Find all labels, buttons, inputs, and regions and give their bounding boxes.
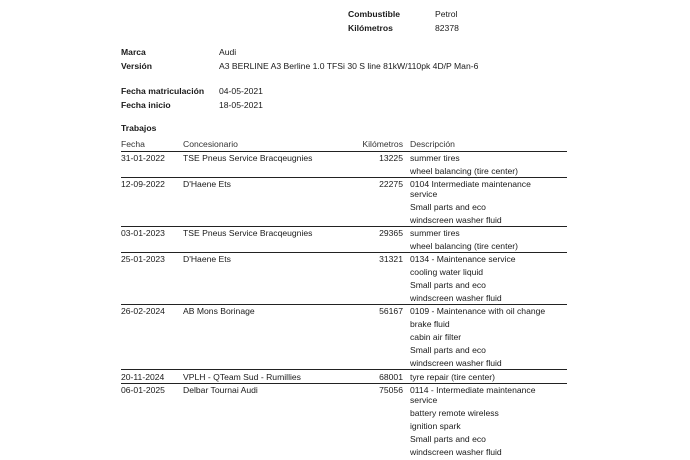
job-date: 26-02-2024 — [121, 306, 165, 316]
job-description: cabin air filter — [410, 332, 462, 342]
job-description: windscreen washer fluid — [410, 293, 502, 303]
job-dealer: TSE Pneus Service Bracqeugnies — [183, 153, 313, 163]
row-divider — [121, 226, 567, 227]
job-description: windscreen washer fluid — [410, 358, 502, 368]
job-description: wheel balancing (tire center) — [410, 241, 518, 251]
job-description: ignition spark — [410, 421, 461, 431]
job-description: cooling water liquid — [410, 267, 484, 277]
job-description: windscreen washer fluid — [410, 447, 502, 457]
job-dealer: D'Haene Ets — [183, 254, 231, 264]
version-label: Versión — [121, 61, 153, 71]
job-km: 56167 — [379, 306, 403, 316]
row-divider — [121, 383, 567, 384]
job-dealer: VPLH - QTeam Sud - Rumillies — [183, 372, 301, 382]
header-divider — [121, 151, 567, 152]
job-description: 0114 - Intermediate maintenance service — [410, 385, 536, 405]
job-description: 0104 Intermediate maintenance service — [410, 179, 531, 199]
job-description: tyre repair (tire center) — [410, 372, 496, 382]
registration-date-label: Fecha matriculación — [121, 86, 205, 96]
col-header-description: Descripción — [410, 139, 455, 149]
job-km: 13225 — [379, 153, 403, 163]
brand-value: Audi — [219, 47, 237, 57]
col-header-dealer: Concesionario — [183, 139, 238, 149]
job-description: Small parts and eco — [410, 434, 486, 444]
jobs-title: Trabajos — [121, 123, 157, 133]
fuel-label: Combustible — [348, 9, 401, 19]
km-label: Kilómetros — [348, 23, 393, 33]
job-date: 31-01-2022 — [121, 153, 165, 163]
job-description: summer tires — [410, 153, 460, 163]
row-divider — [121, 304, 567, 305]
fuel-value: Petrol — [435, 9, 458, 19]
job-description: 0109 - Maintenance with oil change — [410, 306, 546, 316]
job-km: 31321 — [379, 254, 403, 264]
job-description: Small parts and eco — [410, 345, 486, 355]
job-km: 75056 — [379, 385, 403, 395]
brand-label: Marca — [121, 47, 146, 57]
job-description: Small parts and eco — [410, 280, 486, 290]
row-divider — [121, 369, 567, 370]
registration-date-value: 04-05-2021 — [219, 86, 263, 96]
job-dealer: Delbar Tournai Audi — [183, 385, 258, 395]
job-dealer: AB Mons Borinage — [183, 306, 255, 316]
job-date: 12-09-2022 — [121, 179, 165, 189]
job-date: 25-01-2023 — [121, 254, 165, 264]
km-value: 82378 — [435, 23, 459, 33]
job-km: 22275 — [379, 179, 403, 189]
job-description: windscreen washer fluid — [410, 215, 502, 225]
job-description: summer tires — [410, 228, 460, 238]
col-header-date: Fecha — [121, 139, 145, 149]
job-description: Small parts and eco — [410, 202, 486, 212]
col-header-km: Kilómetros — [362, 139, 403, 149]
job-dealer: D'Haene Ets — [183, 179, 231, 189]
job-date: 03-01-2023 — [121, 228, 165, 238]
job-dealer: TSE Pneus Service Bracqeugnies — [183, 228, 313, 238]
job-date: 20-11-2024 — [121, 372, 165, 382]
version-value: A3 BERLINE A3 Berline 1.0 TFSi 30 S line 81kW/110pk 4D/P Man-6 — [219, 61, 479, 71]
job-date: 06-01-2025 — [121, 385, 165, 395]
row-divider — [121, 177, 567, 178]
row-divider — [121, 252, 567, 253]
job-km: 29365 — [379, 228, 403, 238]
job-km: 68001 — [379, 372, 403, 382]
job-description: battery remote wireless — [410, 408, 499, 418]
start-date-label: Fecha inicio — [121, 100, 171, 110]
job-description: 0134 - Maintenance service — [410, 254, 516, 264]
job-description: brake fluid — [410, 319, 450, 329]
job-description: wheel balancing (tire center) — [410, 166, 518, 176]
start-date-value: 18-05-2021 — [219, 100, 263, 110]
